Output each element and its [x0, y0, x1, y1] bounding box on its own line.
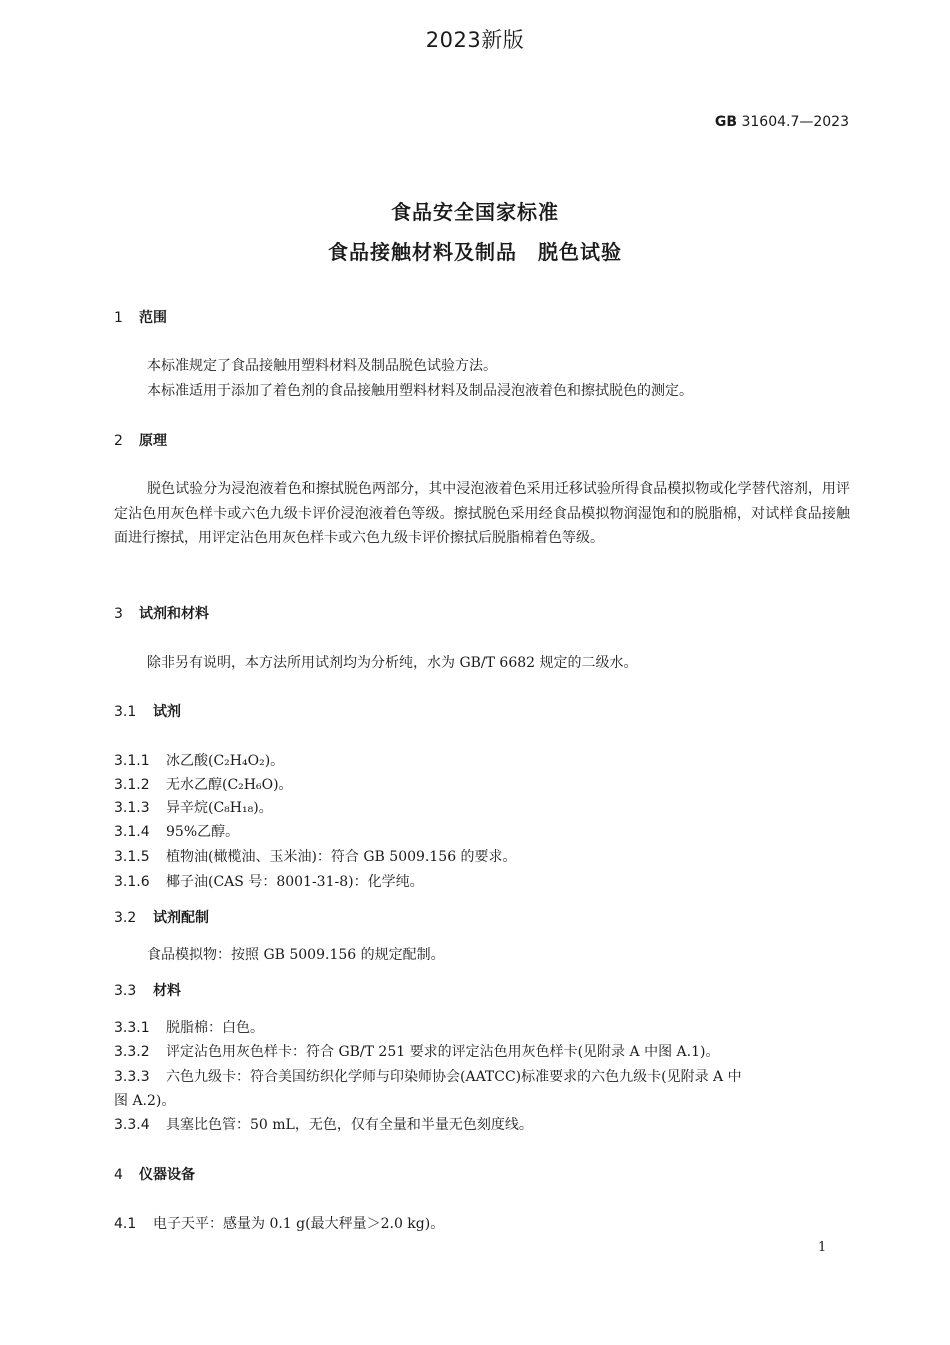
section-3-3-heading [114, 980, 181, 1000]
item-number: 3.1.2 [114, 777, 150, 793]
reagent-item [114, 797, 273, 817]
reagent-item [114, 774, 293, 794]
section-number: 3 [114, 606, 123, 622]
item-text: 异辛烷(C₈H₁₈)。 [166, 800, 273, 816]
section-3-paragraph: 除非另有说明，本方法所用试剂均为分析纯，水为 GB/T 6682 规定的二级水。 [147, 655, 638, 671]
reagent-item [114, 750, 284, 770]
section-title: 仪器设备 [139, 1167, 195, 1183]
item-text: 电子天平：感量为 0.1 g(最大秤量＞2.0 kg)。 [153, 1216, 445, 1232]
material-item [114, 1041, 719, 1061]
item-number: 3.1.6 [114, 874, 150, 890]
section-title: 原理 [139, 433, 167, 449]
section-number: 3.1 [114, 704, 137, 720]
equipment-item [114, 1213, 444, 1233]
reagent-item [114, 846, 517, 866]
item-number: 3.3.3 [114, 1069, 150, 1085]
section-3-2-paragraph: 食品模拟物：按照 GB 5009.156 的规定配制。 [147, 947, 445, 963]
section-2-paragraph: 脱色试验分为浸泡液着色和擦拭脱色两部分，其中浸泡液着色采用迁移试验所得食品模拟物或化学替代溶剂，用评定沾色用灰色样卡或六色九级卡评价浸泡液着色等级。擦拭脱色采用经食品模拟物润湿饱和的脱脂棉，对试样食品接触面进行擦拭，用评定沾色用灰色样卡或六色九级卡评价擦拭后脱脂棉着色等级。 [114, 481, 850, 546]
item-text: 脱脂棉：白色。 [166, 1020, 264, 1036]
section-number: 4 [114, 1167, 123, 1183]
item-text: 评定沾色用灰色样卡：符合 GB/T 251 要求的评定沾色用灰色样卡(见附录 A 中图 A.1)。 [166, 1044, 720, 1060]
item-number: 3.1.1 [114, 753, 150, 769]
item-text: 椰子油(CAS 号：8001-31-8)：化学纯。 [166, 874, 424, 890]
section-1-paragraph-1: 本标准规定了食品接触用塑料材料及制品脱色试验方法。 [147, 358, 497, 374]
section-3-1-heading [114, 701, 181, 721]
section-title: 试剂和材料 [139, 606, 209, 622]
section-3-2-heading [114, 907, 209, 927]
section-title: 试剂 [153, 704, 181, 720]
item-number: 3.1.4 [114, 824, 150, 840]
standard-prefix: GB [714, 114, 738, 130]
section-1-heading [114, 307, 167, 327]
item-text: 植物油(橄榄油、玉米油)：符合 GB 5009.156 的要求。 [166, 849, 517, 865]
item-number: 3.3.1 [114, 1020, 150, 1036]
section-1-paragraph-2: 本标准适用于添加了着色剂的食品接触用塑料材料及制品浸泡液着色和擦拭脱色的测定。 [147, 383, 693, 399]
section-3-heading [114, 603, 209, 623]
section-number: 1 [114, 310, 123, 326]
item-text: 具塞比色管：50 mL，无色，仅有全量和半量无色刻度线。 [166, 1117, 533, 1133]
section-number: 3.3 [114, 983, 137, 999]
page-number: 1 [818, 1240, 827, 1255]
edition-label: 2023新版 [425, 28, 525, 52]
item-number: 3.3.2 [114, 1044, 150, 1060]
section-title: 试剂配制 [153, 910, 209, 926]
standard-number [715, 114, 849, 130]
item-number: 4.1 [114, 1216, 137, 1232]
section-2-heading [114, 430, 167, 450]
standard-code: 31604.7—2023 [737, 114, 849, 130]
reagent-item [114, 871, 424, 891]
item-text: 无水乙醇(C₂H₆O)。 [166, 777, 293, 793]
reagent-item [114, 821, 239, 841]
section-number: 2 [114, 433, 123, 449]
material-item [114, 1017, 264, 1037]
item-text: 冰乙酸(C₂H₄O₂)。 [166, 753, 285, 769]
section-4-heading [114, 1164, 195, 1184]
item-number: 3.1.3 [114, 800, 150, 816]
section-number: 3.2 [114, 910, 137, 926]
item-number: 3.3.4 [114, 1117, 150, 1133]
title-line-2: 食品接触材料及制品 脱色试验 [328, 240, 622, 264]
section-title: 范围 [139, 310, 167, 326]
item-number: 3.1.5 [114, 849, 150, 865]
material-item [114, 1114, 533, 1134]
material-item-continuation: 图 A.2)。 [114, 1093, 176, 1109]
title-line-1: 食品安全国家标准 [391, 200, 559, 224]
item-text: 95%乙醇。 [166, 824, 240, 840]
section-title: 材料 [153, 983, 181, 999]
material-item [114, 1066, 742, 1086]
item-text: 六色九级卡：符合美国纺织化学师与印染师协会(AATCC)标准要求的六色九级卡(见附录 A 中 [166, 1069, 742, 1085]
